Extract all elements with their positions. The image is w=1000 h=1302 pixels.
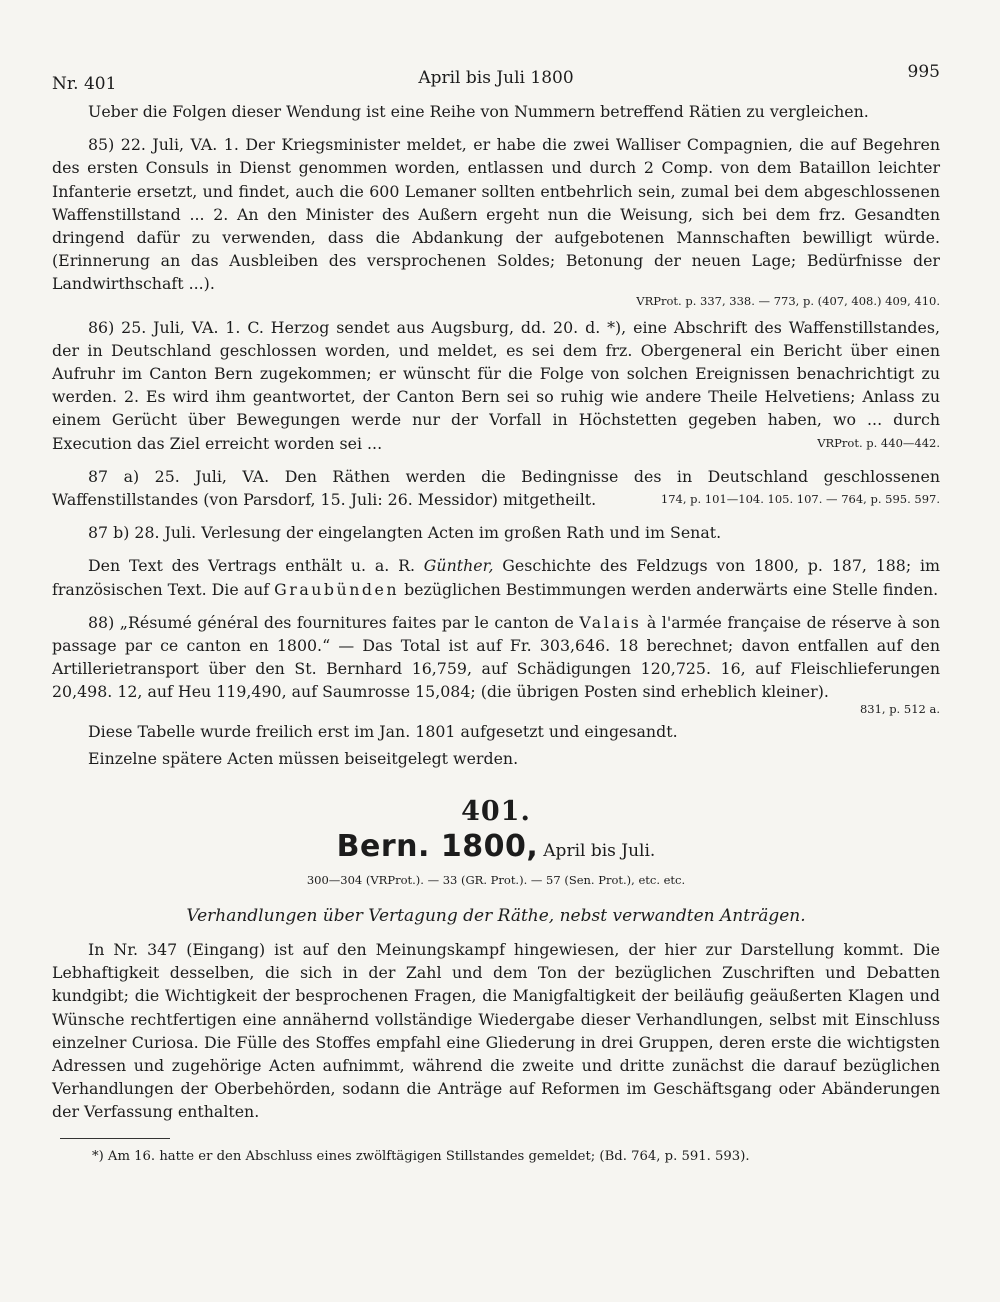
main-text	[52, 100, 940, 1168]
entry-88-reference: 831, p. 512 a.	[859, 701, 940, 716]
vertrag-paragraph	[52, 554, 940, 600]
tabelle-note: Diese Tabelle wurde freilich erst im Jan. 1801 aufgesetzt und eingesandt.	[88, 721, 678, 741]
vertrag-text-3: bezüglichen Bestimmungen werden anderwärts eine Stelle finden.	[404, 579, 939, 599]
vertrag-graubuenden: Graubünden	[274, 579, 400, 599]
section-heading	[52, 829, 940, 865]
entry-88-text-2: à l'armée française de réserve à son passage par ce canton en 1800.“ — Das Total ist auf Fr. 303,646. 18 berechnet; davon entfallen auf den Artillerietransport über den St. Bernhard 16,759, auf Schädigungen 120,725. 16, auf Fleischlieferungen 20,498. 12, auf Heu 119,490, auf Saumrosse 15,084; (die übrigen Posten sind erheblich kleiner).	[52, 612, 940, 702]
intro-paragraph: Ueber die Folgen dieser Wendung ist eine Reihe von Nummern betreffend Rätien zu vergleichen.	[88, 102, 869, 121]
acten-note: Einzelne spätere Acten müssen beiseitgelegt werden.	[88, 748, 519, 768]
entry-86	[52, 316, 940, 455]
entry-87a	[52, 465, 940, 511]
section-place-year: Bern. 1800,	[336, 829, 539, 865]
entry-87b: 87 b) 28. Juli. Verlesung der eingelangten Acten im großen Rath und im Senat.	[88, 523, 722, 543]
section-subtitle: Verhandlungen über Vertagung der Räthe, nebst verwandten Anträgen.	[186, 905, 806, 926]
entry-88-valais: Valais	[579, 612, 642, 632]
entry-87a-reference: 174, p. 101—104. 105. 107. — 764, p. 595. 597.	[660, 492, 940, 507]
vertrag-text-2: Geschichte des Feldzugs von 1800, p. 187, 188; im französischen Text. Die auf	[52, 556, 940, 599]
page-header	[52, 62, 940, 92]
footnote-divider	[60, 1138, 170, 1139]
section-dates: April bis Juli.	[543, 841, 656, 862]
entry-88	[52, 611, 940, 704]
entry-88-text-1: 88) „Résumé général des fournitures faites par le canton de	[88, 612, 574, 632]
footnote: *) Am 16. hatte er den Abschluss eines zwölftägigen Stillstandes gemeldet; (Bd. 764, p. 591. 593).	[92, 1148, 750, 1164]
vertrag-author: Günther,	[423, 556, 494, 576]
entry-85-reference: VRProt. p. 337, 338. — 773, p. (407, 408.) 409, 410.	[636, 293, 940, 308]
page-number: 995	[907, 62, 940, 82]
document-number: Nr. 401	[52, 74, 117, 94]
entry-86-text: 86) 25. Juli, VA. 1. C. Herzog sendet aus Augsburg, dd. 20. d. *), eine Abschrift des Waffenstillstandes, der in Deutschland geschlossen worden, und meldet, es sei dem frz. Obergeneral ein Bericht über einen Aufruhr im Canton Bern zugekommen; er wünscht für die Folge von solchen Ereignissen benachrichtigt zu werden. 2. Es wird ihm geantwortet, der Canton Bern sei so ruhig wie andere Theile Helvetiens; Anlass zu einem Gerücht über Bewegungen werde nur der Vorfall in Höchstetten gegeben haben, wo ... durch Execution das Ziel erreicht worden sei ...	[52, 317, 940, 453]
section-references: 300—304 (VRProt.). — 33 (GR. Prot.). — 57 (Sen. Prot.), etc. etc.	[306, 873, 686, 888]
entry-85: 85) 22. Juli, VA. 1. Der Kriegsminister meldet, er habe die zwei Walliser Compagnien, die auf Begehren des ersten Consuls in Dienst genommen worden, entlassen und durch 2 Comp. von dem Bataillon leichter Infanterie ersetzt, und findet, auch die 600 Lemaner sollten entbehrlich sein, zumal bei dem abgeschlossenen Waffenstillstand ... 2. An den Minister des Außern ergeht nun die Weisung, sich bei dem frz. Gesandten dringend dafür zu verwenden, dass die Abdankung der aufgebotenen Mannschaften bewilligt würde. (Erinnerung an das Ausbleiben des versprochenen Soldes; Betonung der neuen Lage; Bedürfnisse der Landwirthschaft ...).	[52, 135, 940, 294]
section-body: In Nr. 347 (Eingang) ist auf den Meinungskampf hingewiesen, der hier zur Darstellung kommt. Die Lebhaftigkeit desselben, die sich in der Zahl und dem Ton der bezüglichen Zuschriften und Debatten kundgibt; die Wichtigkeit der besprochenen Fragen, die Manigfaltigkeit der beiläufig geäußerten Klagen und Wünsche rechtfertigen eine annähernd vollständige Wiedergabe dieser Verhandlungen, selbst mit Einschluss einzelner Curiosa. Die Fülle des Stoffes empfahl eine Gliederung in drei Gruppen, deren erste die wichtigsten Adressen und zugehörige Acten aufnimmt, während die zweite und dritte zunächst die darauf bezüglichen Verhandlungen der Oberbehörden, sodann die Anträge auf Reformen im Geschäftsgang oder Abänderungen der Verfassung enthalten.	[52, 939, 940, 1122]
entry-86-reference: VRProt. p. 440—442.	[817, 435, 940, 450]
section-number: 401.	[461, 796, 531, 828]
entry-87a-text: 87 a) 25. Juli, VA. Den Räthen werden die Bedingnisse des in Deutschland geschlossenen Waffenstillstandes (von Parsdorf, 15. Juli: 26. Messidor) mitgetheilt.	[52, 466, 940, 510]
vertrag-text-1: Den Text des Vertrags enthält u. a. R.	[88, 556, 415, 576]
running-title: April bis Juli 1800	[418, 68, 574, 88]
